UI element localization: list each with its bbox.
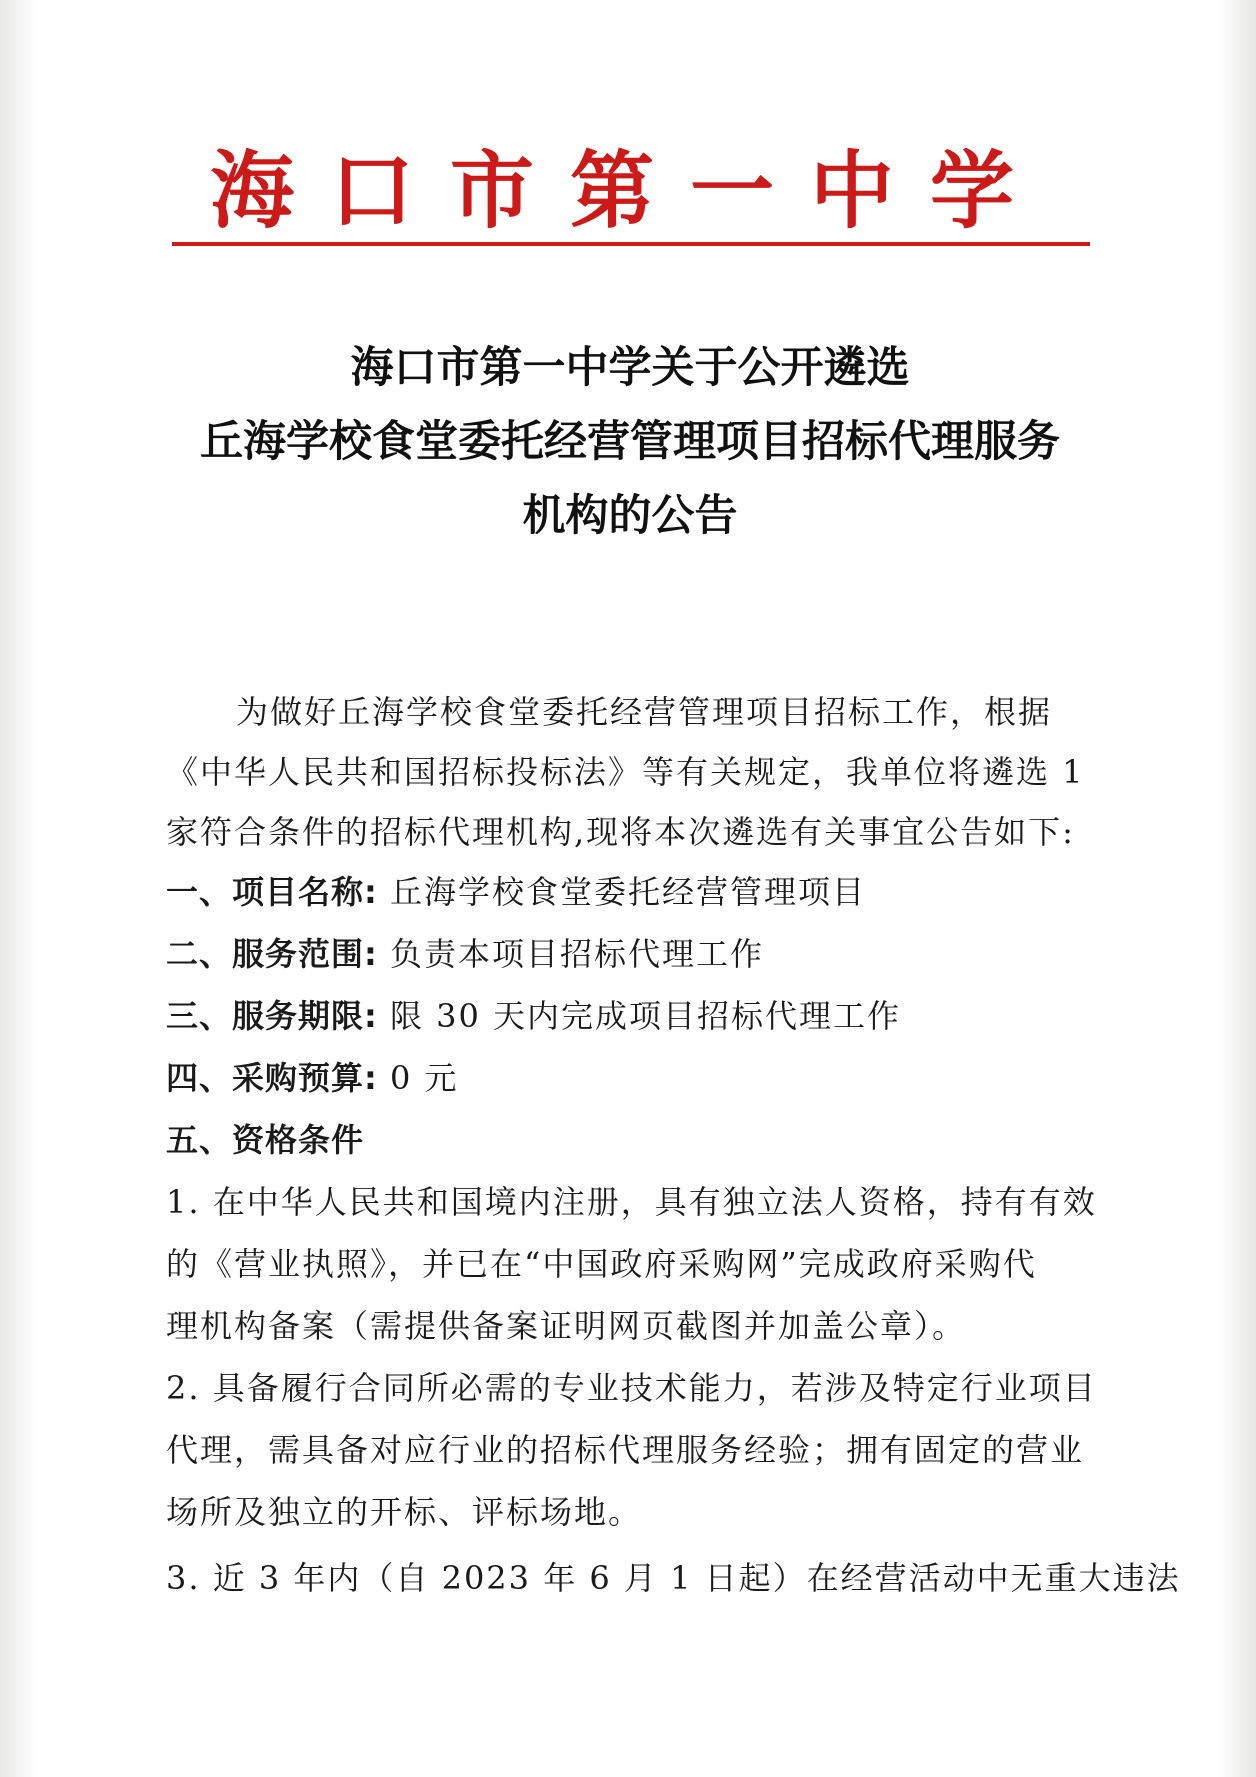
- letterhead-red-rule: [172, 242, 1090, 246]
- section-qualifications: [166, 1118, 1126, 1162]
- condition-1-line-3: 理机构备案（需提供备案证明网页截图并加盖公章）。: [166, 1307, 967, 1345]
- intro-line-1: 为做好丘海学校食堂委托经营管理项目招标工作，根据: [236, 693, 1053, 731]
- intro-line-2: 《中华人民共和国招标投标法》等有关规定，我单位将遴选 1: [166, 753, 1085, 791]
- section-service-period: [166, 994, 1126, 1038]
- section-label: 一、项目名称:: [166, 873, 378, 911]
- title-line-3: 机构的公告: [522, 491, 738, 541]
- section-label: 三、服务期限:: [166, 997, 378, 1035]
- condition-3-line-1: 3. 近 3 年内（自 2023 年 6 月 1 日起）在经营活动中无重大违法: [166, 1559, 1181, 1597]
- section-service-scope: [166, 932, 1126, 976]
- section-project-name: [166, 870, 1126, 914]
- section-value: 限 30 天内完成项目招标代理工作: [389, 997, 902, 1035]
- intro-line-3: 家符合条件的招标代理机构,现将本次遴选有关事宜公告如下:: [166, 813, 1075, 851]
- title-line-1: 海口市第一中学关于公开遴选: [350, 343, 910, 393]
- letterhead-org-name: 海口市第一中学: [209, 142, 1050, 240]
- condition-1-line-2: 的《营业执照》，并已在“中国政府采购网”完成政府采购代: [166, 1245, 1037, 1283]
- section-label: 四、采购预算:: [166, 1059, 378, 1097]
- section-label: 二、服务范围:: [166, 935, 378, 973]
- condition-2-line-3: 场所及独立的开标、评标场地。: [166, 1493, 643, 1531]
- condition-1-line-1: 1. 在中华人民共和国境内注册，具有独立法人资格，持有有效: [166, 1183, 1097, 1221]
- section-budget: [166, 1056, 1126, 1100]
- section-value: 0 元: [389, 1059, 459, 1097]
- section-label: 五、资格条件: [166, 1121, 365, 1159]
- section-value: 丘海学校食堂委托经营管理项目: [389, 873, 866, 911]
- section-value: 负责本项目招标代理工作: [389, 935, 764, 973]
- condition-2-line-2: 代理，需具备对应行业的招标代理服务经验；拥有固定的营业: [166, 1431, 1085, 1469]
- title-line-2: 丘海学校食堂委托经营管理项目招标代理服务: [200, 417, 1060, 467]
- condition-2-line-1: 2. 具备履行合同所必需的专业技术能力，若涉及特定行业项目: [166, 1369, 1097, 1407]
